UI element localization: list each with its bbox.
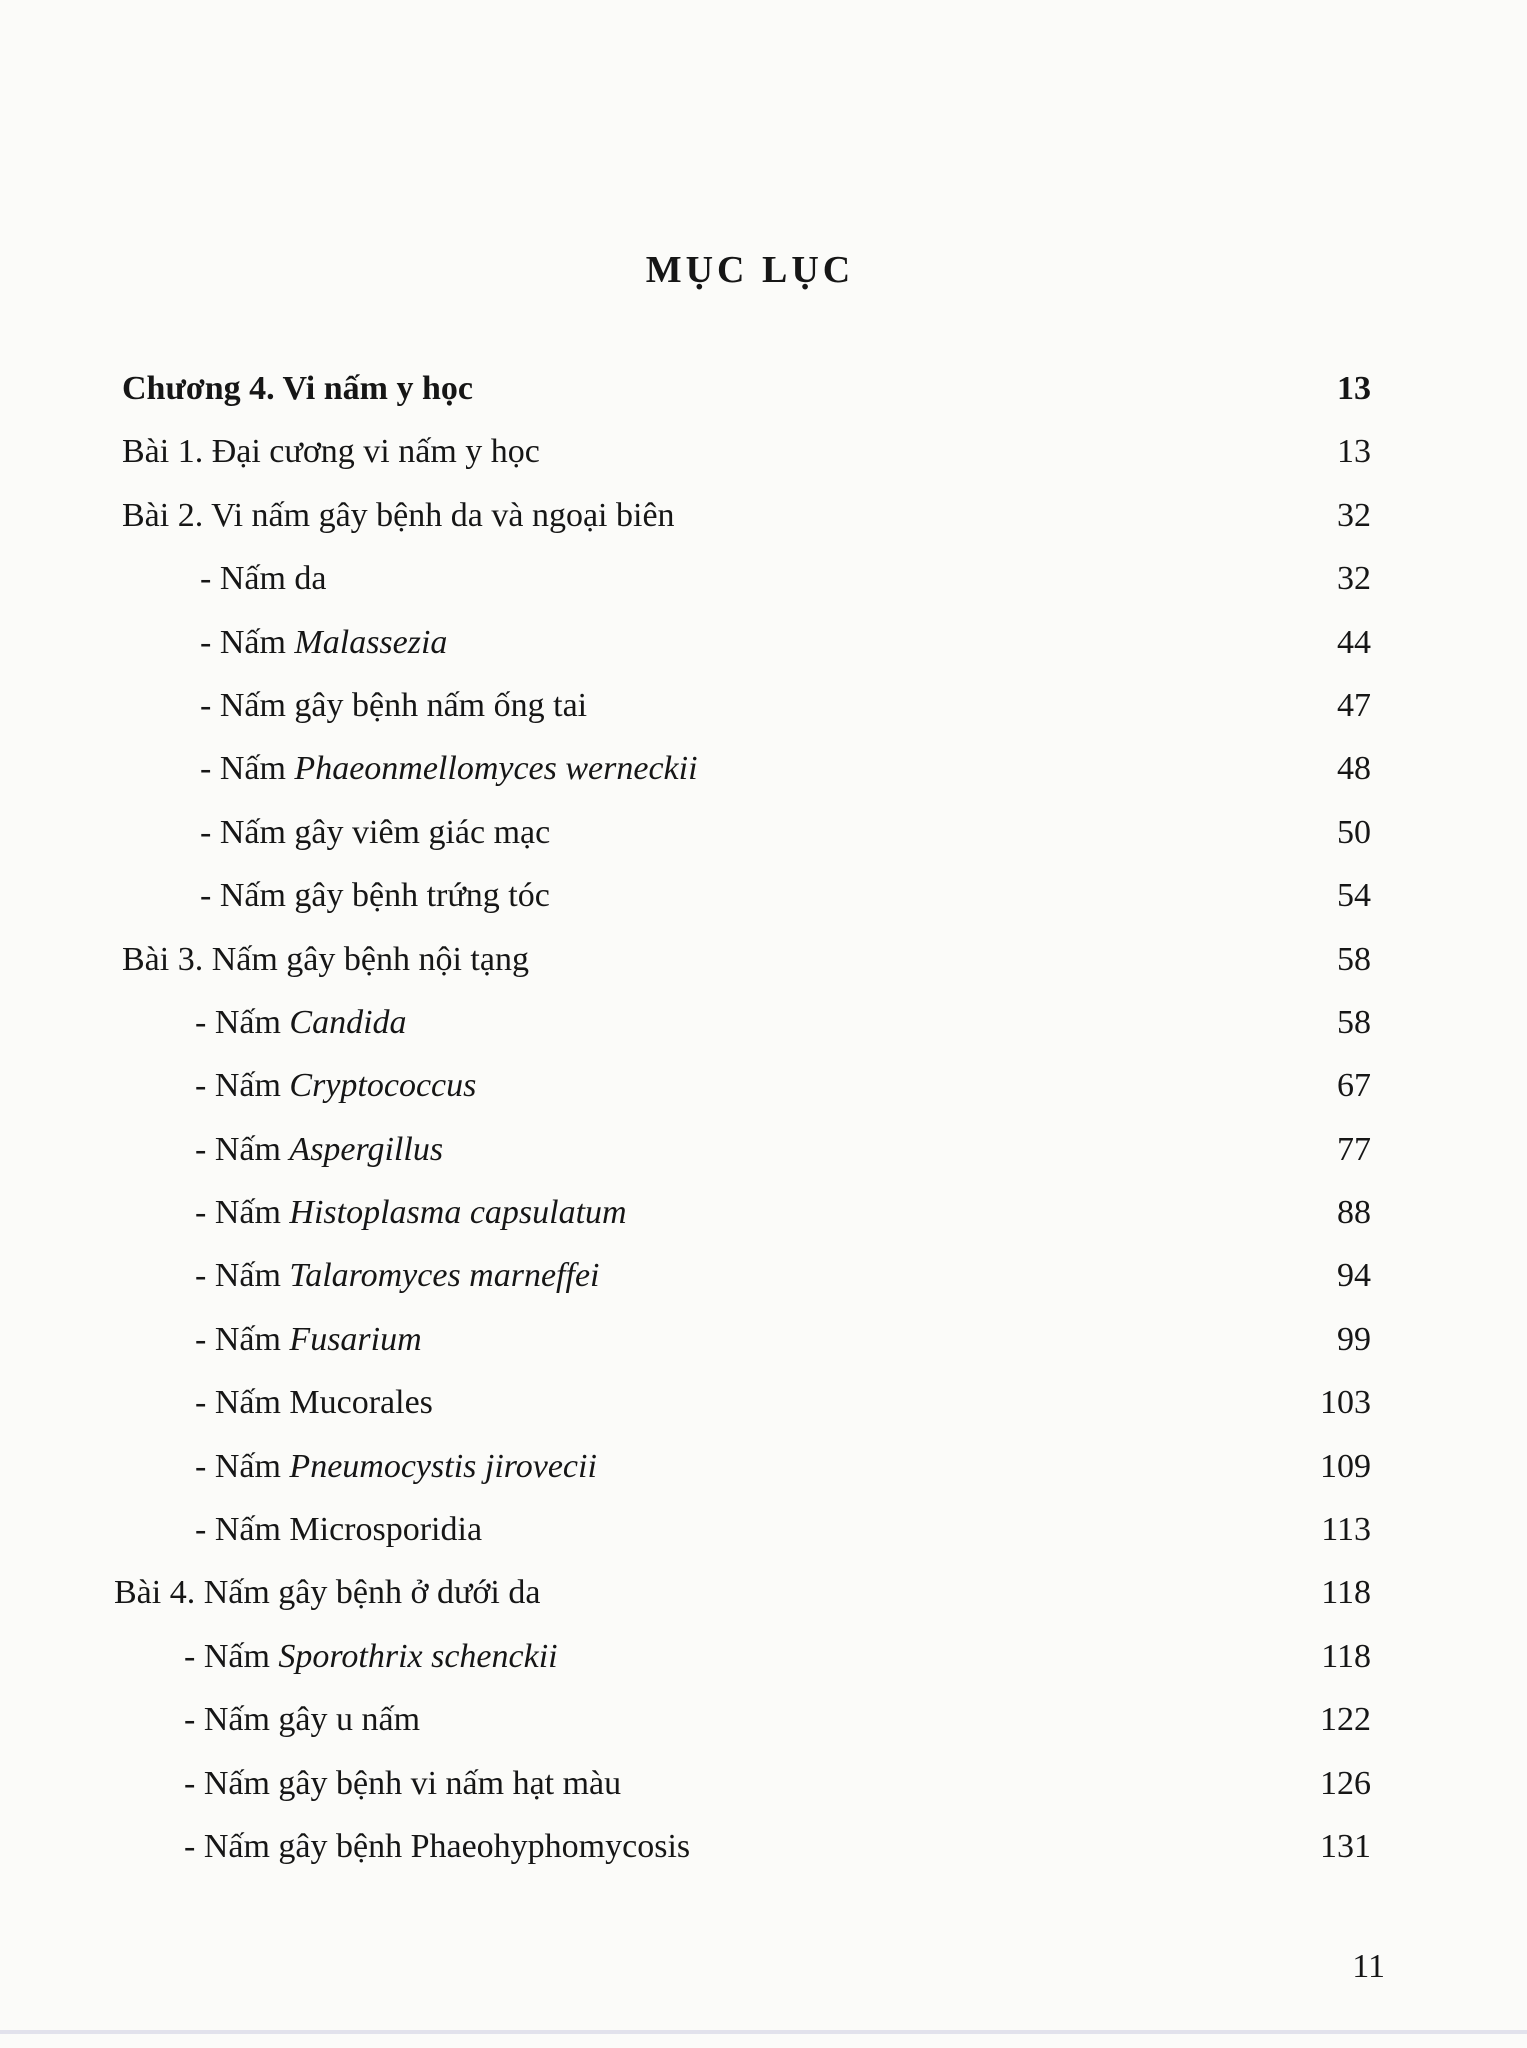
toc-entry xyxy=(0,1757,1527,1820)
toc-entry-page: 13 xyxy=(1337,370,1371,407)
toc-entry-taxon: Malassezia xyxy=(294,623,448,661)
toc-entry xyxy=(0,425,1527,488)
toc-entry xyxy=(0,1693,1527,1756)
toc-entry-title: Bài 1. Đại cương vi nấm y học xyxy=(122,433,540,471)
toc-entry-prefix: - Nấm gây viêm giác mạc xyxy=(200,813,551,851)
toc-entry-prefix: - Nấm gây bệnh trứng tóc xyxy=(200,877,550,915)
toc-entry xyxy=(0,1503,1527,1566)
toc-entry-title xyxy=(200,552,327,606)
toc-entry-prefix: - Nấm gây bệnh Phaeohyphomycosis xyxy=(184,1827,691,1865)
toc-entry xyxy=(0,616,1527,679)
toc-entry-page: 47 xyxy=(1337,686,1371,724)
toc-entry-title xyxy=(184,1630,558,1684)
toc-entry-prefix: - Nấm xyxy=(195,1257,290,1295)
toc-entry xyxy=(0,1376,1527,1439)
toc-entry xyxy=(0,1630,1527,1693)
toc-entry-title: Bài 4. Nấm gây bệnh ở dưới da xyxy=(114,1574,541,1612)
toc-entry xyxy=(0,869,1527,932)
toc-entry-title xyxy=(195,1440,597,1494)
toc-entry-prefix: - Nấm gây u nấm xyxy=(184,1701,421,1739)
toc-entry-prefix: - Nấm gây bệnh nấm ống tai xyxy=(200,686,588,724)
toc-entry xyxy=(0,1249,1527,1312)
toc-entry-title xyxy=(184,1820,690,1874)
toc-entry-title xyxy=(195,996,407,1050)
toc-entry xyxy=(0,1059,1527,1122)
page-number: 11 xyxy=(1352,1948,1385,1985)
toc-entry-page: 48 xyxy=(1337,750,1371,788)
toc-entry-title xyxy=(200,679,587,733)
toc-entry-page: 103 xyxy=(1320,1384,1371,1422)
toc-entry-taxon: Histoplasma capsulatum xyxy=(289,1194,627,1232)
toc-entry xyxy=(0,742,1527,805)
toc-entry xyxy=(0,996,1527,1059)
toc-entry-prefix: - Nấm xyxy=(195,1320,290,1358)
toc-entry-page: 118 xyxy=(1321,1574,1371,1612)
toc-entry-page: 122 xyxy=(1320,1701,1371,1739)
toc-entry-page: 32 xyxy=(1337,560,1371,598)
toc-entry xyxy=(0,1566,1527,1629)
toc-entry-taxon: Cryptococcus xyxy=(289,1067,477,1105)
toc-entry-title: Chương 4. Vi nấm y học xyxy=(122,370,473,407)
toc-entry xyxy=(0,933,1527,996)
toc-entry-page: 77 xyxy=(1337,1130,1371,1168)
toc-entry xyxy=(0,1123,1527,1186)
toc-entry-title xyxy=(195,1503,482,1557)
toc-entry-page: 118 xyxy=(1321,1637,1371,1675)
toc-entry-title xyxy=(195,1376,433,1430)
toc-entry-taxon: Fusarium xyxy=(289,1320,422,1358)
toc-entry-taxon: Sporothrix schenckii xyxy=(278,1637,558,1675)
toc-entry-prefix: - Nấm Mucorales xyxy=(195,1384,433,1422)
toc-entry xyxy=(0,362,1527,425)
toc-entry-taxon: Talaromyces marneffei xyxy=(289,1257,600,1295)
toc-entry-page: 113 xyxy=(1321,1511,1371,1549)
toc-entry-prefix: - Nấm xyxy=(195,1067,290,1105)
toc-entry-page: 126 xyxy=(1320,1764,1371,1802)
toc-entry-page: 58 xyxy=(1337,1003,1371,1041)
toc-entry xyxy=(0,1440,1527,1503)
toc-entry-page: 67 xyxy=(1337,1067,1371,1105)
table-of-contents xyxy=(0,362,1527,1883)
toc-entry-page: 50 xyxy=(1337,813,1371,851)
toc-entry-page: 88 xyxy=(1337,1194,1371,1232)
toc-entry-title xyxy=(200,869,550,923)
toc-entry-page: 44 xyxy=(1337,623,1371,661)
toc-entry-page: 32 xyxy=(1337,496,1371,534)
toc-entry-title xyxy=(200,742,698,796)
toc-entry-prefix: - Nấm da xyxy=(200,560,327,598)
toc-entry-prefix: - Nấm xyxy=(184,1637,279,1675)
toc-entry-taxon: Candida xyxy=(289,1003,407,1041)
toc-entry-page: 99 xyxy=(1337,1320,1371,1358)
toc-entry-title: Bài 3. Nấm gây bệnh nội tạng xyxy=(122,940,529,978)
toc-entry-taxon: Pneumocystis jirovecii xyxy=(289,1447,597,1485)
toc-entry xyxy=(0,1313,1527,1376)
toc-entry-taxon: Aspergillus xyxy=(289,1130,444,1168)
toc-entry-title xyxy=(195,1123,443,1177)
toc-entry-page: 58 xyxy=(1337,940,1371,978)
toc-entry-page: 94 xyxy=(1337,1257,1371,1295)
page-title: MỤC LỤC xyxy=(645,249,855,291)
toc-entry-title xyxy=(184,1757,621,1811)
toc-entry-prefix: - Nấm xyxy=(195,1003,290,1041)
toc-entry-taxon: Phaeonmellomyces werneckii xyxy=(294,750,698,788)
toc-entry-prefix: - Nấm xyxy=(195,1194,290,1232)
toc-entry-page: 13 xyxy=(1337,433,1371,471)
toc-entry-prefix: - Nấm Microsporidia xyxy=(195,1511,483,1549)
toc-entry-page: 131 xyxy=(1320,1827,1371,1865)
toc-entry xyxy=(0,806,1527,869)
toc-entry-prefix: - Nấm xyxy=(200,750,295,788)
scan-edge xyxy=(0,2030,1527,2034)
toc-entry-title xyxy=(195,1249,600,1303)
toc-entry-prefix: - Nấm xyxy=(200,623,295,661)
toc-entry-title xyxy=(200,616,447,670)
toc-entry xyxy=(0,552,1527,615)
toc-entry-prefix: - Nấm xyxy=(195,1447,290,1485)
toc-entry-title xyxy=(195,1059,476,1113)
toc-entry-title xyxy=(195,1313,422,1367)
toc-entry xyxy=(0,679,1527,742)
toc-entry xyxy=(0,489,1527,552)
toc-entry-title xyxy=(200,806,550,860)
toc-entry xyxy=(0,1820,1527,1883)
toc-entry xyxy=(0,1186,1527,1249)
toc-entry-prefix: - Nấm xyxy=(195,1130,290,1168)
toc-entry-title xyxy=(184,1693,420,1747)
toc-entry-page: 109 xyxy=(1320,1447,1371,1485)
toc-entry-title: Bài 2. Vi nấm gây bệnh da và ngoại biên xyxy=(122,496,675,534)
toc-entry-title xyxy=(195,1186,627,1240)
toc-entry-page: 54 xyxy=(1337,877,1371,915)
toc-entry-prefix: - Nấm gây bệnh vi nấm hạt màu xyxy=(184,1764,622,1802)
